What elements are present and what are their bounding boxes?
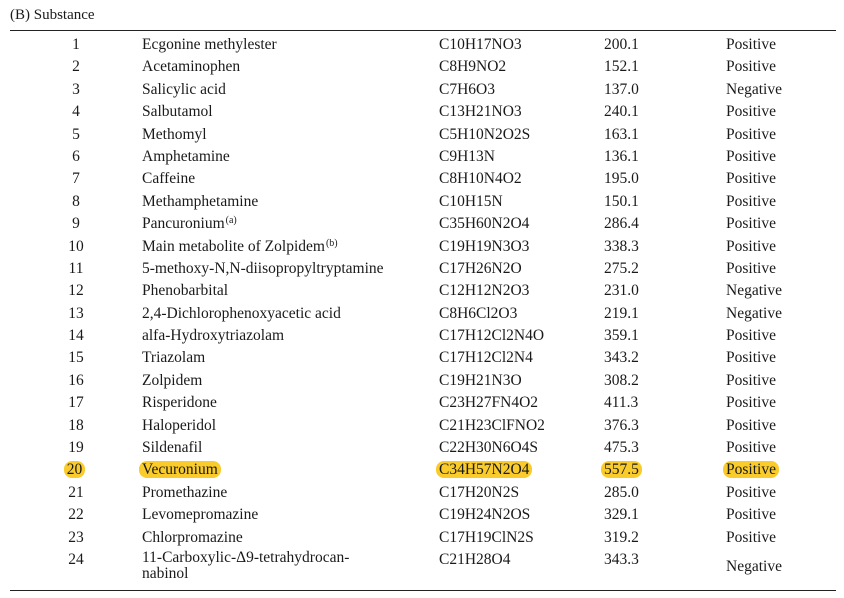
substance-name: Promethazine xyxy=(142,483,228,501)
substance-name: Triazolam xyxy=(142,349,206,367)
table-row xyxy=(0,79,844,101)
molecular-formula: C34H57N2O4 xyxy=(439,459,532,481)
substance-name: Methamphetamine xyxy=(142,192,259,210)
test-result: Positive xyxy=(726,327,776,345)
footnote-marker: (b) xyxy=(325,237,338,249)
substance-name: 2,4-Dichlorophenoxyacetic acid xyxy=(142,304,341,322)
test-result: Positive xyxy=(726,371,776,389)
test-result: Positive xyxy=(726,237,776,255)
molecular-formula: C9H13N xyxy=(439,147,495,165)
test-result: Positive xyxy=(726,394,776,412)
substance-name: Levomepromazine xyxy=(142,506,259,524)
row-number: 22 xyxy=(68,506,84,524)
substance-name: Acetaminophen xyxy=(142,58,241,76)
table-row xyxy=(0,325,844,347)
row-number: 23 xyxy=(68,528,84,546)
molecular-mass: 376.3 xyxy=(604,416,639,434)
table-row xyxy=(0,459,844,481)
substance-name: Chlorpromazine xyxy=(142,528,243,546)
molecular-mass: 137.0 xyxy=(604,80,639,98)
row-number: 3 xyxy=(72,80,80,98)
test-result: Negative xyxy=(726,80,782,98)
row-number: 2 xyxy=(72,58,80,76)
test-result: Negative xyxy=(726,282,782,300)
table-row xyxy=(0,527,844,549)
molecular-mass: 359.1 xyxy=(604,327,639,345)
table-row xyxy=(0,415,844,437)
molecular-formula: C17H26N2O xyxy=(439,259,522,277)
molecular-formula: C8H6Cl2O3 xyxy=(439,304,518,322)
molecular-mass: 475.3 xyxy=(604,439,639,457)
molecular-formula: C19H21N3O xyxy=(439,371,522,389)
molecular-mass: 557.5 xyxy=(604,459,642,481)
molecular-formula: C8H10N4O2 xyxy=(439,170,522,188)
test-result: Positive xyxy=(726,459,779,481)
table-row xyxy=(0,236,844,258)
molecular-mass: 240.1 xyxy=(604,103,639,121)
table-row xyxy=(0,146,844,168)
molecular-formula: C13H21NO3 xyxy=(439,103,522,121)
molecular-formula: C17H20N2S xyxy=(439,483,520,501)
molecular-mass: 150.1 xyxy=(604,192,639,210)
molecular-formula: C19H19N3O3 xyxy=(439,237,530,255)
substance-name: Haloperidol xyxy=(142,416,217,434)
row-number: 12 xyxy=(68,282,84,300)
test-result: Positive xyxy=(726,215,776,233)
molecular-mass: 231.0 xyxy=(604,282,639,300)
row-number: 13 xyxy=(68,304,84,322)
test-result: Positive xyxy=(726,103,776,121)
table-row xyxy=(0,191,844,213)
row-number: 20 xyxy=(50,459,102,481)
substance-name: Phenobarbital xyxy=(142,282,229,300)
molecular-mass: 338.3 xyxy=(604,237,639,255)
table-row xyxy=(0,392,844,414)
row-number: 10 xyxy=(68,237,84,255)
row-number: 6 xyxy=(72,147,80,165)
table-row xyxy=(0,504,844,526)
row-number: 9 xyxy=(72,215,80,233)
molecular-mass: 200.1 xyxy=(604,36,639,53)
substance-name: 5-methoxy-N,N-diisopropyltryptamine xyxy=(142,259,384,277)
row-number: 11 xyxy=(68,259,84,277)
molecular-mass: 219.1 xyxy=(604,304,639,322)
molecular-formula: C23H27FN4O2 xyxy=(439,394,539,412)
table-row xyxy=(0,124,844,146)
molecular-formula: C7H6O3 xyxy=(439,80,495,98)
substance-name: Methomyl xyxy=(142,125,207,143)
row-number: 18 xyxy=(68,416,84,434)
molecular-formula: C17H12Cl2N4O xyxy=(439,327,545,345)
substance-name: alfa-Hydroxytriazolam xyxy=(142,327,285,345)
molecular-mass: 319.2 xyxy=(604,528,639,546)
row-number: 1 xyxy=(72,36,80,53)
molecular-mass: 411.3 xyxy=(604,394,639,412)
substance-name: 11-Carboxylic-Δ9-tetrahydrocan- nabinol xyxy=(142,548,350,582)
substance-table xyxy=(0,34,844,585)
row-number: 15 xyxy=(68,349,84,367)
molecular-mass: 343.2 xyxy=(604,349,639,367)
bottom-rule xyxy=(10,590,836,591)
molecular-formula: C10H17NO3 xyxy=(439,36,522,53)
top-rule xyxy=(10,30,836,31)
molecular-formula: C21H23ClFNO2 xyxy=(439,416,545,434)
substance-name: Pancuronium$^{(a)}$ xyxy=(142,215,237,233)
molecular-formula: C8H9NO2 xyxy=(439,58,507,76)
table-row xyxy=(0,482,844,504)
table-row xyxy=(0,280,844,302)
table-row xyxy=(0,437,844,459)
row-number: 21 xyxy=(68,483,84,501)
test-result: Positive xyxy=(726,192,776,210)
substance-name: Salbutamol xyxy=(142,103,213,121)
test-result: Negative xyxy=(726,557,782,575)
test-result: Positive xyxy=(726,506,776,524)
molecular-formula: C35H60N2O4 xyxy=(439,215,530,233)
row-number: 24 xyxy=(68,550,84,568)
molecular-mass: 275.2 xyxy=(604,259,639,277)
test-result: Positive xyxy=(726,170,776,188)
substance-name: Salicylic acid xyxy=(142,80,226,98)
table-row xyxy=(0,347,844,369)
row-number: 19 xyxy=(68,439,84,457)
table-row xyxy=(0,101,844,123)
molecular-formula: C21H28O4 xyxy=(439,550,511,568)
test-result: Positive xyxy=(726,528,776,546)
molecular-formula: C5H10N2O2S xyxy=(439,125,531,143)
test-result: Positive xyxy=(726,416,776,434)
molecular-mass: 136.1 xyxy=(604,147,639,165)
table-row xyxy=(0,370,844,392)
table-row xyxy=(0,213,844,235)
molecular-mass: 343.3 xyxy=(604,550,639,568)
test-result: Negative xyxy=(726,304,782,322)
molecular-mass: 286.4 xyxy=(604,215,639,233)
table-row xyxy=(0,303,844,325)
molecular-mass: 195.0 xyxy=(604,170,639,188)
substance-name: Vecuronium xyxy=(142,459,221,481)
table-caption: (B) Substance xyxy=(10,7,95,23)
substance-name: Ecgonine methylester xyxy=(142,36,277,53)
molecular-mass: 329.1 xyxy=(604,506,639,524)
test-result: Positive xyxy=(726,483,776,501)
row-number: 8 xyxy=(72,192,80,210)
substance-name: Amphetamine xyxy=(142,147,230,165)
molecular-formula: C19H24N2OS xyxy=(439,506,531,524)
molecular-mass: 152.1 xyxy=(604,58,639,76)
table-row xyxy=(0,258,844,280)
substance-name: Zolpidem xyxy=(142,371,203,389)
substance-name: Sildenafil xyxy=(142,439,203,457)
molecular-mass: 163.1 xyxy=(604,125,639,143)
test-result: Positive xyxy=(726,125,776,143)
row-number: 17 xyxy=(68,394,84,412)
molecular-formula: C12H12N2O3 xyxy=(439,282,530,300)
row-number: 5 xyxy=(72,125,80,143)
table-row xyxy=(0,34,844,56)
molecular-formula: C17H12Cl2N4 xyxy=(439,349,533,367)
test-result: Positive xyxy=(726,349,776,367)
table-row xyxy=(0,549,844,585)
substance-name: Risperidone xyxy=(142,394,217,412)
substance-name: Caffeine xyxy=(142,170,196,188)
molecular-mass: 308.2 xyxy=(604,371,639,389)
molecular-formula: C22H30N6O4S xyxy=(439,439,539,457)
test-result: Positive xyxy=(726,439,776,457)
test-result: Positive xyxy=(726,58,776,76)
molecular-formula: C17H19ClN2S xyxy=(439,528,534,546)
table-row xyxy=(0,168,844,190)
table-row xyxy=(0,56,844,78)
row-number: 7 xyxy=(72,170,80,188)
molecular-formula: C10H15N xyxy=(439,192,503,210)
row-number: 4 xyxy=(72,103,80,121)
test-result: Positive xyxy=(726,36,776,53)
row-number: 16 xyxy=(68,371,84,389)
test-result: Positive xyxy=(726,147,776,165)
footnote-marker: (a) xyxy=(225,215,237,227)
molecular-mass: 285.0 xyxy=(604,483,639,501)
row-number: 14 xyxy=(68,327,84,345)
substance-name: Main metabolite of Zolpidem$^{(b)}$ xyxy=(142,237,338,255)
test-result: Positive xyxy=(726,259,776,277)
